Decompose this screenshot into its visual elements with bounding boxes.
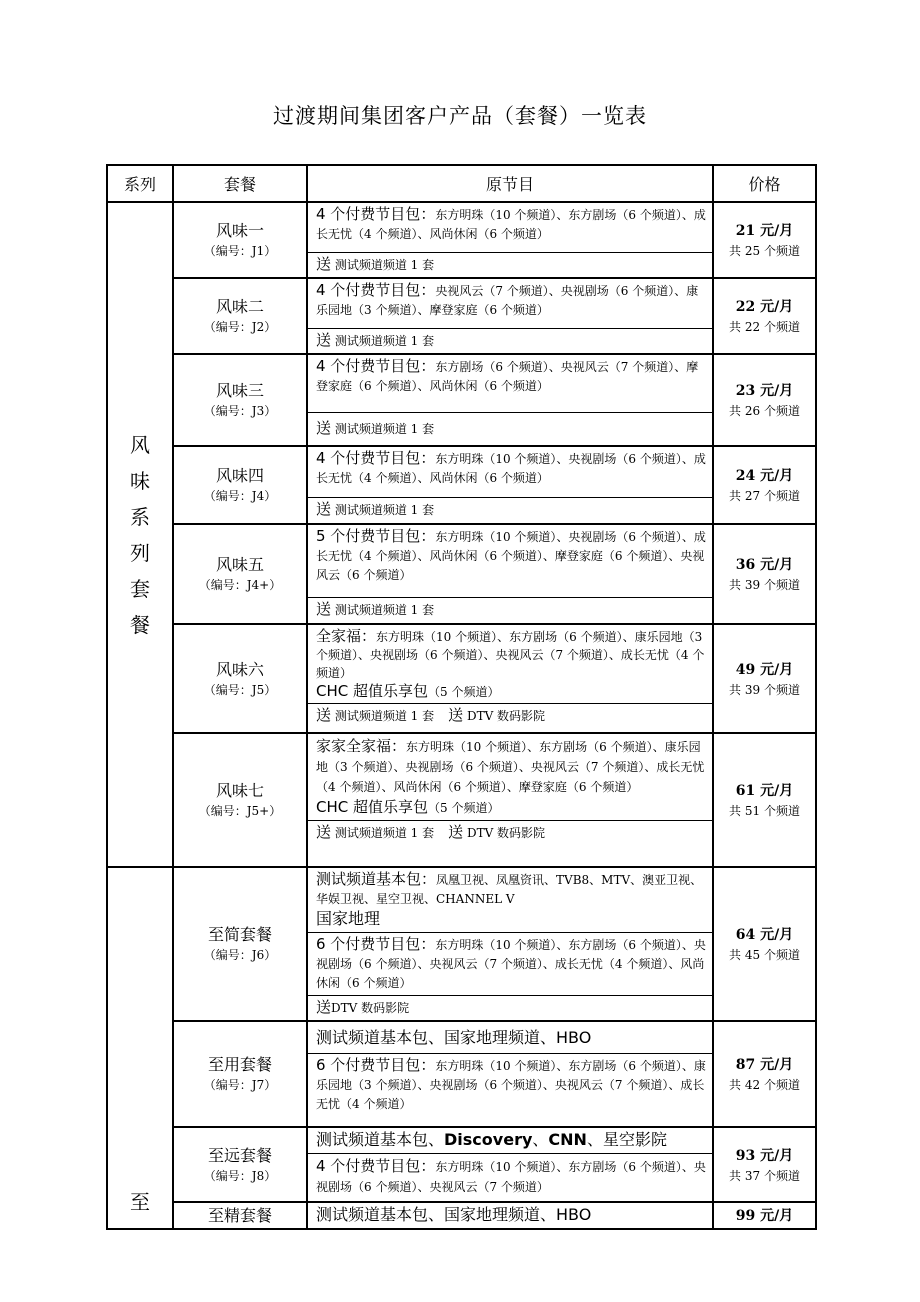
package-code: （编号：J5+） [198, 804, 282, 818]
channel-count: 共 39 个频道 [729, 578, 800, 592]
series-fengwei [107, 202, 173, 867]
package-code: （编号：J3） [203, 404, 277, 418]
header-price: 价格 [713, 165, 816, 202]
program-label: 测试频道基本包、国家地理频道、HBO [316, 1205, 592, 1224]
price-cell [713, 1021, 816, 1127]
gift-label: 送 [448, 706, 464, 724]
channel-count: 共 37 个频道 [729, 1168, 800, 1183]
gift-item: DTV 数码影院 [466, 826, 546, 840]
program-colon: ： [420, 357, 436, 375]
program-cell [307, 354, 713, 446]
channel-count: 共 42 个频道 [729, 1078, 800, 1092]
channel-count: 共 27 个频道 [729, 489, 800, 503]
package-code: （编号：J8） [203, 1168, 277, 1183]
package-code: （编号：J6） [203, 948, 277, 962]
program-channels: 东方明珠（10 个频道）、央视剧场（6 个频道）、成长无忧（4 个频道）、风尚休闲（6 个频道）、摩登家庭（6 个频道）、央视风云（6 个频道） [316, 530, 706, 582]
package-name: 至用套餐 [207, 1055, 272, 1074]
table-header-row [107, 165, 816, 202]
program-channels: 东方明珠（10 个频道）、东方剧场（6 个频道）、央视剧场（6 个频道）、央视风云（7 个频道） [316, 1160, 706, 1194]
chc-count: （5 个频道） [428, 801, 500, 815]
discovery-label: Discovery [444, 1130, 533, 1149]
channel-count: 共 51 个频道 [729, 804, 800, 818]
table-row [107, 624, 816, 733]
package-name: 至远套餐 [207, 1145, 272, 1165]
series-zhi [107, 867, 173, 1229]
program-cell [307, 1202, 713, 1229]
price-cell [713, 1202, 816, 1229]
package-name: 风味三 [215, 381, 264, 400]
program-colon: ： [421, 870, 437, 888]
gift-item: 测试频道频道 1 套 [334, 603, 435, 617]
program-cell [307, 1021, 713, 1127]
price-amount: 21 元/月 [735, 223, 794, 239]
program-label: 4 个付费节目包 [316, 205, 421, 223]
package-cell [173, 524, 307, 624]
program-cell [307, 624, 713, 733]
gift-label: 送 [316, 600, 332, 618]
table-row [107, 867, 816, 1021]
program-label: 6 个付费节目包 [316, 935, 421, 953]
program-colon: ： [420, 205, 436, 223]
gift-label: 送 [316, 331, 332, 349]
package-code: （编号：J5） [203, 682, 277, 697]
table-row [107, 354, 816, 446]
price-amount: 93 元/月 [735, 1147, 794, 1164]
program-label: 5 个付费节目包 [316, 527, 421, 545]
series-char: 味 [130, 468, 150, 493]
gift-label: 送 [316, 255, 332, 273]
program-channels: 东方明珠（10 个频道）、东方剧场（6 个频道）、康乐园地（3 个频道）、央视剧场（6 个频道）、央视风云（7 个频道）、成长无忧（4 个频道） [316, 1059, 706, 1111]
program-label: 家家全家福 [316, 737, 392, 755]
program-cell [307, 524, 713, 624]
table-row [107, 1021, 816, 1127]
header-program: 原节目 [307, 165, 713, 202]
program-channels: 凤凰卫视、凤凰资讯、TVB8、MTV、澳亚卫视、华娱卫视、星空卫视、CHANNEL V [316, 873, 703, 906]
price-cell [713, 278, 816, 354]
program-label: 4 个付费节目包 [316, 449, 421, 467]
program-colon: ： [420, 1056, 436, 1074]
gift-label: 送 [316, 823, 332, 841]
program-colon: ： [420, 935, 436, 953]
table-row [107, 278, 816, 354]
package-code: （编号：J4+） [198, 578, 282, 592]
program-colon: ： [420, 449, 436, 467]
program-cell [307, 202, 713, 278]
package-name: 风味一 [215, 221, 264, 240]
program-cell [307, 1127, 713, 1202]
cnn-label: CNN [548, 1130, 587, 1149]
table-row [107, 446, 816, 524]
price-amount: 36 元/月 [735, 557, 794, 573]
channel-count: 共 26 个频道 [729, 404, 800, 418]
gift-item: 测试频道频道 1 套 [334, 709, 435, 723]
gift-item: DTV 数码影院 [466, 709, 546, 723]
program-colon: ： [361, 627, 377, 645]
price-amount: 24 元/月 [735, 468, 794, 484]
program-colon: ： [391, 737, 407, 755]
program-channels: 东方剧场（6 个频道）、央视风云（7 个频道）、摩登家庭（6 个频道）、风尚休闲（6 个频道） [316, 360, 699, 393]
package-table [106, 164, 817, 1230]
table-row [107, 1202, 816, 1229]
price-cell [713, 202, 816, 278]
program-cell [307, 278, 713, 354]
price-cell [713, 624, 816, 733]
package-cell [173, 1127, 307, 1202]
price-cell [713, 446, 816, 524]
program-label: 、星空影院 [586, 1130, 667, 1149]
chc-label: CHC 超值乐享包 [316, 798, 428, 816]
price-cell [713, 354, 816, 446]
package-name: 至简套餐 [207, 925, 272, 944]
series-char: 餐 [130, 612, 150, 637]
program-colon: ： [420, 281, 436, 299]
price-amount: 64 元/月 [735, 927, 794, 943]
program-channels: 东方明珠（10 个频道）、东方剧场（6 个频道）、成长无忧（4 个频道）、风尚休闲（6 个频道） [316, 208, 706, 241]
gift-label: 送 [316, 706, 332, 724]
package-name: 风味四 [215, 466, 264, 485]
gift-label: 送 [448, 823, 464, 841]
chc-label: CHC 超值乐享包 [316, 682, 428, 700]
program-channels: 东方明珠（10 个频道）、央视剧场（6 个频道）、成长无忧（4 个频道）、风尚休闲（6 个频道） [316, 452, 706, 485]
package-cell [173, 354, 307, 446]
table-row [107, 202, 816, 278]
package-cell [173, 624, 307, 733]
package-name: 风味五 [215, 555, 264, 574]
price-cell [713, 867, 816, 1021]
price-amount: 22 元/月 [735, 299, 794, 315]
program-label: 测试频道基本包、 [316, 1130, 445, 1149]
channel-count: 共 45 个频道 [729, 948, 800, 962]
series-char: 列 [130, 540, 150, 565]
series-char: 至 [130, 1190, 150, 1214]
gift-item: 测试频道频道 1 套 [334, 503, 435, 517]
page-title: 过渡期间集团客户产品（套餐）一览表 [273, 104, 647, 128]
gift-item: DTV 数码影院 [331, 1001, 410, 1015]
program-cell [307, 446, 713, 524]
price-cell [713, 1127, 816, 1202]
program-label: 6 个付费节目包 [316, 1056, 421, 1074]
package-code: （编号：J7） [203, 1078, 277, 1092]
program-channels: 东方明珠（10 个频道）、东方剧场（6 个频道）、央视剧场（6 个频道）、央视风云（7 个频道）、成长无忧（4 个频道）、风尚休闲（6 个频道） [316, 938, 706, 990]
series-char: 套 [130, 576, 150, 601]
program-label: 测试频道基本包、国家地理频道、HBO [316, 1028, 592, 1047]
channel-count: 共 39 个频道 [729, 682, 800, 697]
package-name: 风味二 [215, 297, 264, 316]
program-channels: 央视风云（7 个频道）、央视剧场（6 个频道）、康乐园地（3 个频道）、摩登家庭（6 个频道） [316, 284, 699, 317]
gift-label: 送 [316, 419, 332, 437]
program-channels: 东方明珠（10 个频道）、东方剧场（6 个频道）、康乐园地（3 个频道）、央视剧场（6 个频道）、央视风云（7 个频道）、成长无忧（4 个频道） [316, 630, 705, 680]
package-code: （编号：J2） [203, 320, 277, 334]
header-package: 套餐 [173, 165, 307, 202]
price-amount: 49 元/月 [735, 661, 794, 678]
package-cell [173, 1021, 307, 1127]
price-cell [713, 733, 816, 867]
price-amount: 99 元/月 [735, 1207, 794, 1224]
package-name: 风味七 [215, 781, 264, 800]
package-cell [173, 867, 307, 1021]
program-label: 全家福 [316, 627, 362, 645]
chc-count: （5 个频道） [428, 685, 500, 699]
program-colon: ： [420, 1157, 436, 1175]
price-cell [713, 524, 816, 624]
gift-label: 送 [316, 998, 332, 1016]
package-cell [173, 278, 307, 354]
table-row [107, 1127, 816, 1202]
package-code: （编号：J1） [203, 244, 277, 258]
separator: 、 [532, 1130, 549, 1149]
gift-item: 测试频道频道 1 套 [334, 422, 435, 436]
gift-label: 送 [316, 500, 332, 518]
channel-count: 共 25 个频道 [729, 244, 800, 258]
natgeo-label: 国家地理 [316, 909, 381, 928]
gift-item: 测试频道频道 1 套 [334, 258, 435, 272]
package-name: 风味六 [215, 659, 264, 679]
program-label: 4 个付费节目包 [316, 357, 421, 375]
table-row [107, 524, 816, 624]
program-label: 4 个付费节目包 [316, 281, 421, 299]
package-cell [173, 202, 307, 278]
price-amount: 23 元/月 [735, 383, 794, 399]
gift-item: 测试频道频道 1 套 [334, 334, 435, 348]
program-colon: ： [420, 527, 436, 545]
program-cell [307, 733, 713, 867]
price-amount: 61 元/月 [735, 783, 794, 799]
table-row [107, 733, 816, 867]
package-cell [173, 733, 307, 867]
program-cell [307, 867, 713, 1021]
series-char: 风 [130, 432, 150, 457]
gift-item: 测试频道频道 1 套 [334, 826, 435, 840]
price-amount: 87 元/月 [735, 1057, 794, 1073]
package-cell [173, 446, 307, 524]
channel-count: 共 22 个频道 [729, 320, 800, 334]
program-label: 4 个付费节目包 [316, 1157, 421, 1175]
package-cell [173, 1202, 307, 1229]
package-code: （编号：J4） [203, 489, 277, 503]
program-channels: 东方明珠（10 个频道）、东方剧场（6 个频道）、康乐园地（3 个频道）、央视剧场（6 个频道）、央视风云（7 个频道）、成长无忧（4 个频道）、风尚休闲（6 个频道）、摩登家庭（6 个频道） [316, 740, 705, 794]
header-series: 系列 [107, 165, 173, 202]
package-name: 至精套餐 [207, 1205, 272, 1225]
series-char: 系 [130, 504, 150, 529]
program-label: 测试频道基本包 [316, 870, 422, 888]
